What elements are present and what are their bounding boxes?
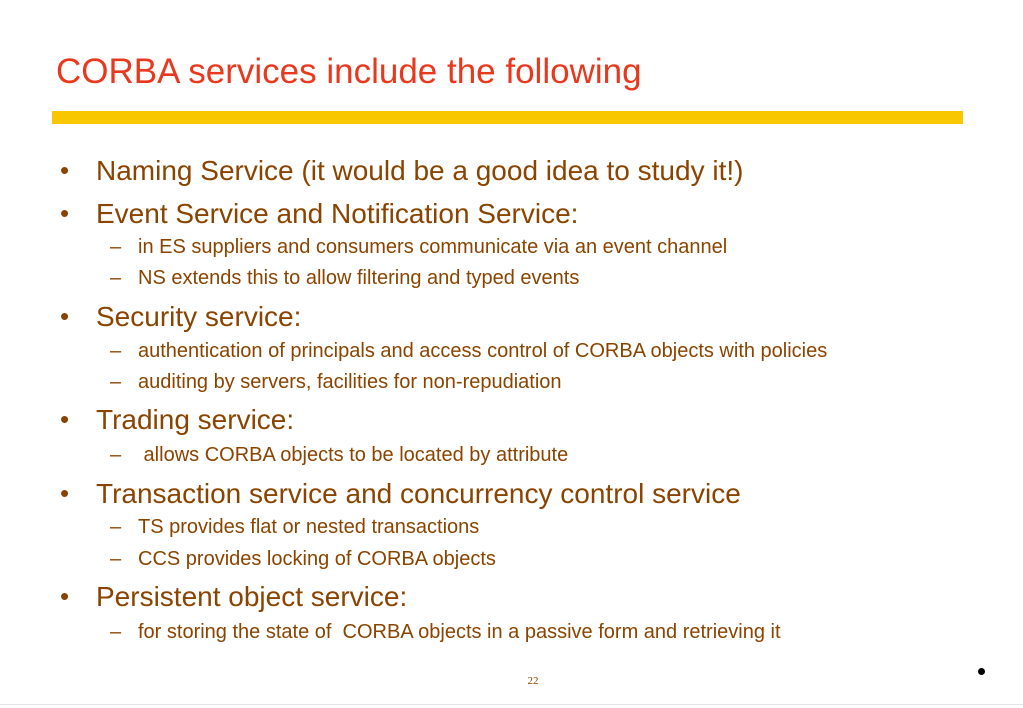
dash-icon: – [110, 340, 122, 362]
sub-item: allows CORBA objects to be located by attribute [138, 444, 569, 466]
bullet-icon: • [60, 404, 70, 434]
bullet-item-transaction-service: Transaction service and concurrency control service [96, 478, 741, 509]
sub-item: NS extends this to allow filtering and typed events [138, 267, 580, 289]
dash-icon: – [110, 548, 122, 570]
bullet-item-trading-service: Trading service: [96, 404, 295, 435]
bullet-icon: • [60, 581, 70, 611]
dash-icon: – [110, 621, 122, 643]
dash-icon: – [110, 236, 122, 258]
divider [0, 704, 1023, 705]
bullet-item-event-service: Event Service and Notification Service: [96, 198, 579, 229]
sub-item: CCS provides locking of CORBA objects [138, 548, 496, 570]
bullet-icon: • [60, 301, 70, 331]
dash-icon: – [110, 516, 122, 538]
bullet-item-naming-service: Naming Service (it would be a good idea to study it!) [96, 155, 744, 186]
dash-icon: – [110, 371, 122, 393]
bullet-icon: • [60, 155, 70, 185]
sub-item: authentication of principals and access control of CORBA objects with policies [138, 340, 828, 362]
bullet-item-security-service: Security service: [96, 301, 302, 332]
page-number: 22 [527, 675, 539, 687]
dot-icon [978, 668, 985, 675]
sub-item: in ES suppliers and consumers communicate via an event channel [138, 236, 728, 258]
bullet-item-persistent-object-service: Persistent object service: [96, 581, 408, 612]
bullet-icon: • [60, 198, 70, 228]
sub-item: auditing by servers, facilities for non-repudiation [138, 371, 562, 393]
title-underline-bar [52, 111, 963, 124]
sub-item: for storing the state of CORBA objects in a passive form and retrieving it [138, 621, 781, 643]
dash-icon: – [110, 267, 122, 289]
sub-item: TS provides flat or nested transactions [138, 516, 480, 538]
dash-icon: – [110, 444, 122, 466]
slide-title: CORBA services include the following [56, 52, 642, 91]
bullet-icon: • [60, 478, 70, 508]
